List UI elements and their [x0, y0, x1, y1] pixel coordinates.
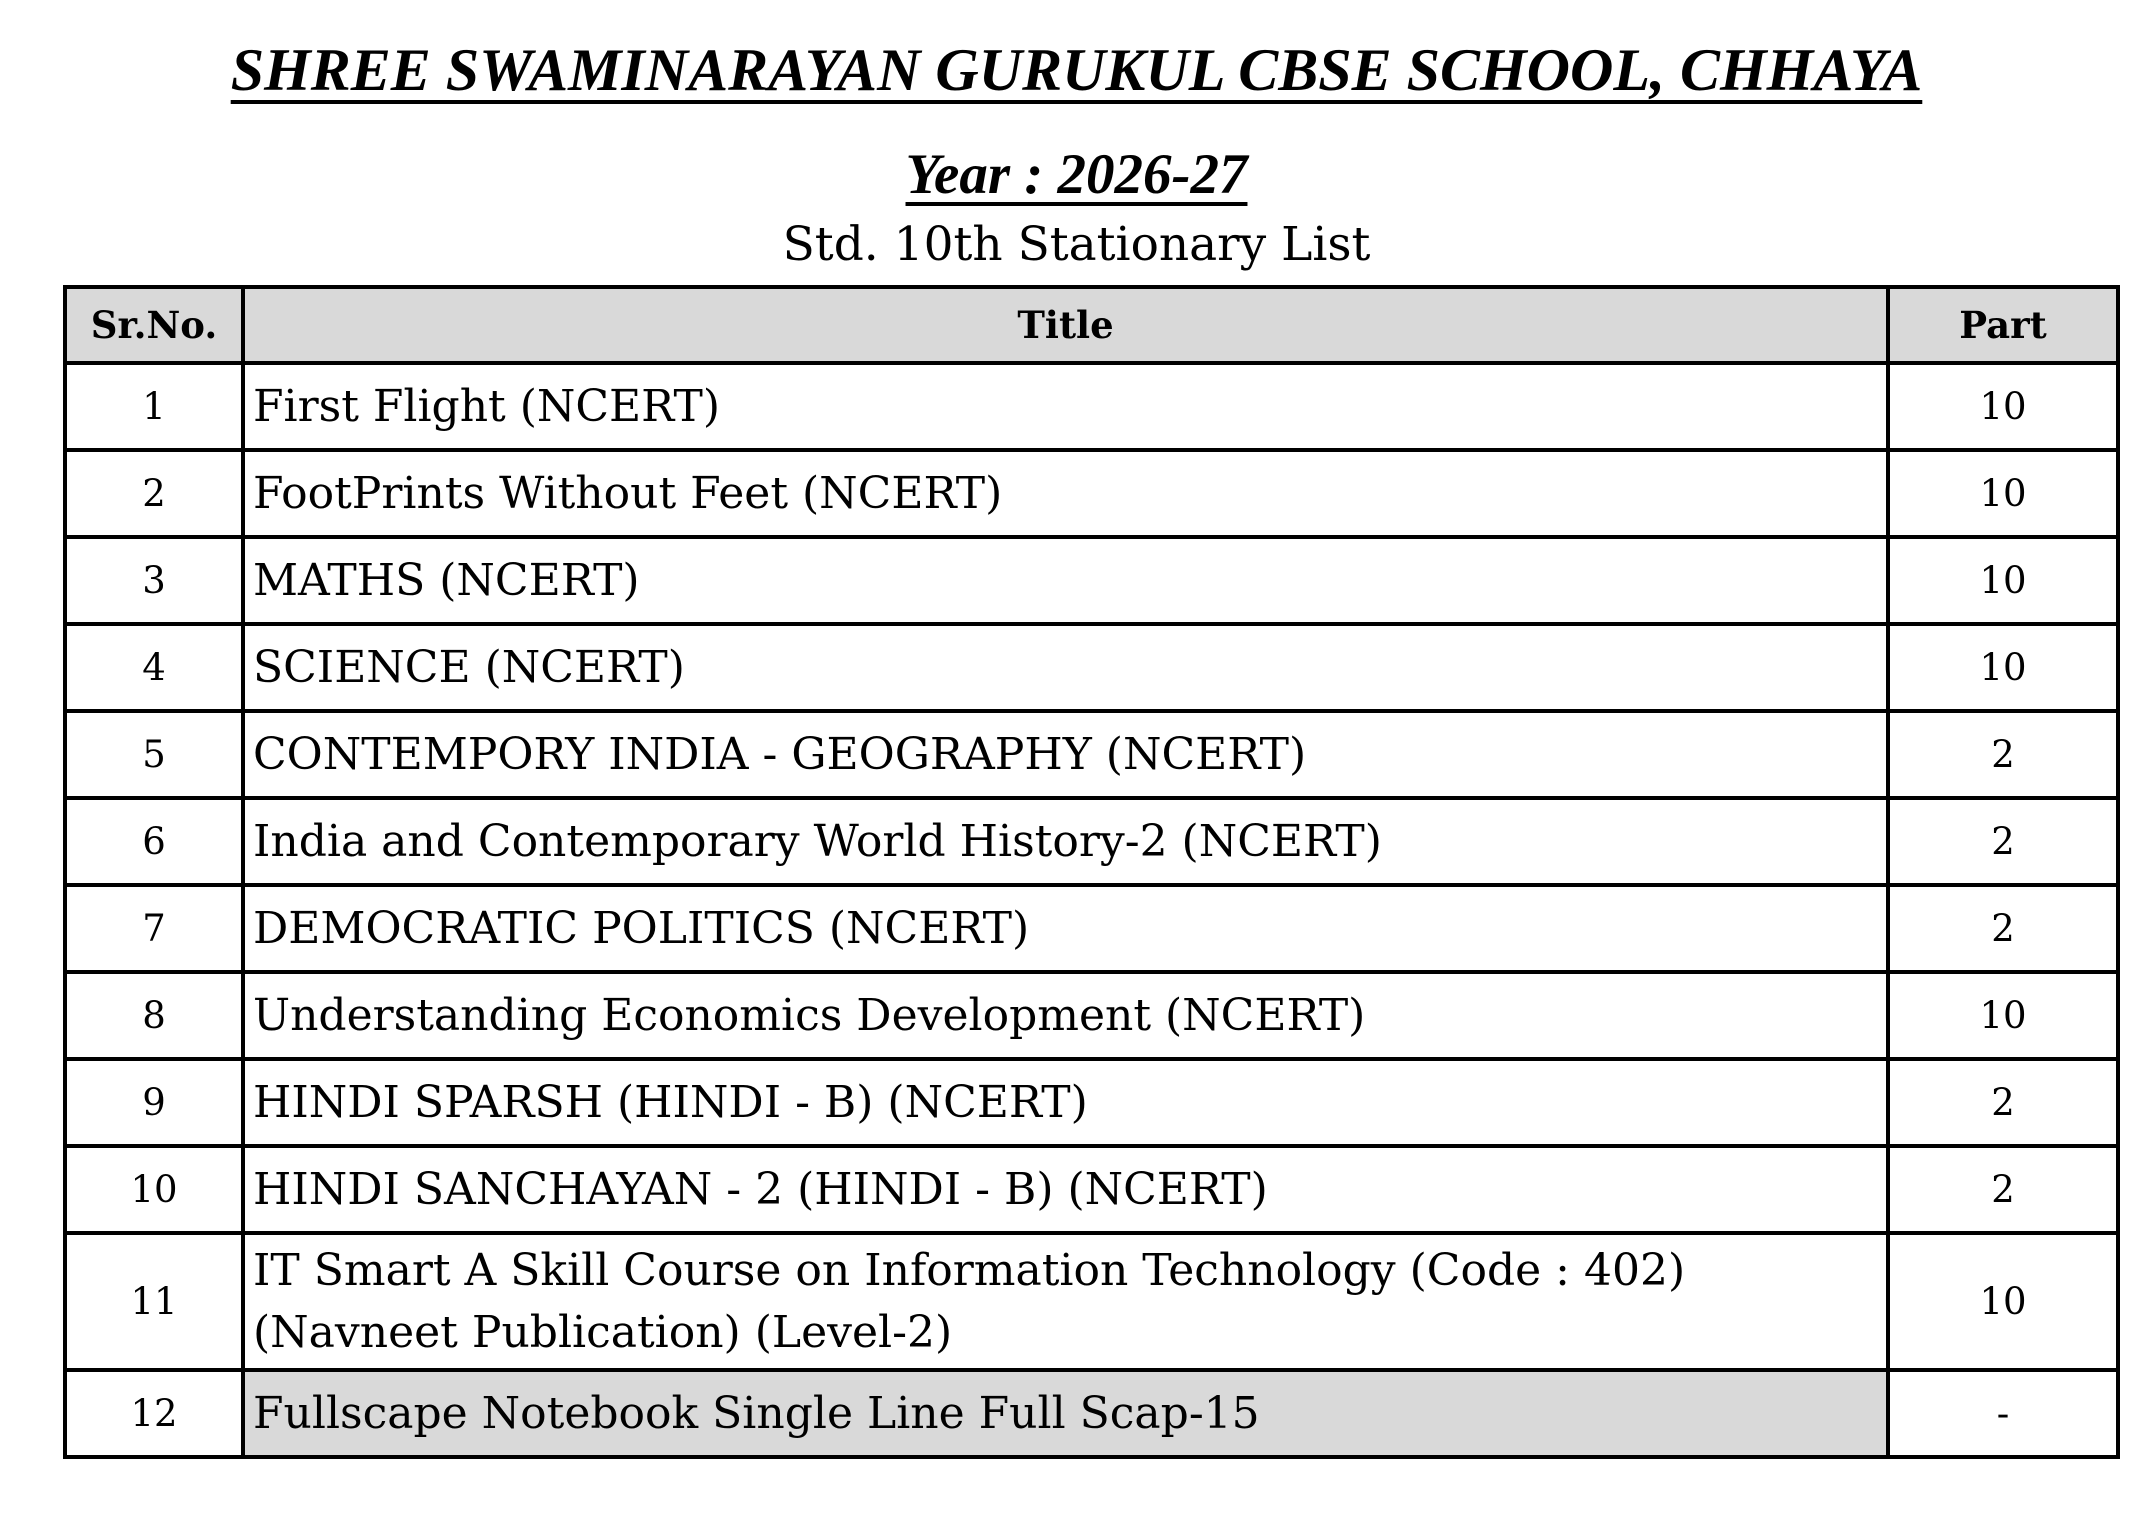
cell-part: 2 [1888, 1146, 2118, 1233]
cell-part: 2 [1888, 798, 2118, 885]
table-row [65, 1146, 2118, 1233]
cell-part: 10 [1888, 624, 2118, 711]
cell-part: 10 [1888, 450, 2118, 537]
table-row [65, 624, 2118, 711]
cell-title [243, 1233, 1888, 1370]
column-header-title: Title [243, 287, 1888, 363]
cell-title: HINDI SPARSH (HINDI - B) (NCERT) [243, 1059, 1888, 1146]
cell-title: SCIENCE (NCERT) [243, 624, 1888, 711]
table-row [65, 885, 2118, 972]
cell-title: FootPrints Without Feet (NCERT) [243, 450, 1888, 537]
cell-sr-no: 11 [65, 1233, 243, 1370]
cell-sr-no: 3 [65, 537, 243, 624]
cell-title: First Flight (NCERT) [243, 363, 1888, 450]
column-header-part: Part [1888, 287, 2118, 363]
school-name: SHREE SWAMINARAYAN GURUKUL CBSE SCHOOL, CHHAYA [230, 37, 1923, 103]
cell-part: 10 [1888, 363, 2118, 450]
table-row [65, 1370, 2118, 1457]
cell-sr-no: 4 [65, 624, 243, 711]
cell-part: - [1888, 1370, 2118, 1457]
cell-part: 2 [1888, 1059, 2118, 1146]
cell-part: 2 [1888, 885, 2118, 972]
cell-sr-no: 7 [65, 885, 243, 972]
table-row [65, 972, 2118, 1059]
table-row [65, 711, 2118, 798]
cell-part: 10 [1888, 972, 2118, 1059]
cell-title: DEMOCRATIC POLITICS (NCERT) [243, 885, 1888, 972]
table-header-row [65, 287, 2118, 363]
cell-sr-no: 8 [65, 972, 243, 1059]
cell-title: CONTEMPORY INDIA - GEOGRAPHY (NCERT) [243, 711, 1888, 798]
cell-title: HINDI SANCHAYAN - 2 (HINDI - B) (NCERT) [243, 1146, 1888, 1233]
cell-sr-no: 2 [65, 450, 243, 537]
table-row [65, 798, 2118, 885]
cell-title-line-1: IT Smart A Skill Course on Information Technology (Code : 402) [253, 1244, 1686, 1296]
cell-sr-no: 10 [65, 1146, 243, 1233]
cell-title: MATHS (NCERT) [243, 537, 1888, 624]
cell-part: 2 [1888, 711, 2118, 798]
table-row [65, 363, 2118, 450]
academic-year: Year : 2026-27 [905, 143, 1248, 206]
cell-sr-no: 5 [65, 711, 243, 798]
list-title: Std. 10th Stationary List [782, 217, 1371, 272]
cell-sr-no: 12 [65, 1370, 243, 1457]
column-header-sr-no: Sr.No. [65, 287, 243, 363]
cell-sr-no: 6 [65, 798, 243, 885]
cell-part: 10 [1888, 1233, 2118, 1370]
cell-sr-no: 9 [65, 1059, 243, 1146]
table-row [65, 1233, 2118, 1370]
table-row [65, 1059, 2118, 1146]
cell-title-line-2: (Navneet Publication) (Level-2) [253, 1306, 953, 1358]
cell-sr-no: 1 [65, 363, 243, 450]
stationary-table [63, 285, 2120, 1459]
table-row [65, 450, 2118, 537]
cell-title: India and Contemporary World History-2 (NCERT) [243, 798, 1888, 885]
cell-title: Fullscape Notebook Single Line Full Scap-15 [243, 1370, 1888, 1457]
cell-part: 10 [1888, 537, 2118, 624]
cell-title: Understanding Economics Development (NCERT) [243, 972, 1888, 1059]
table-row [65, 537, 2118, 624]
